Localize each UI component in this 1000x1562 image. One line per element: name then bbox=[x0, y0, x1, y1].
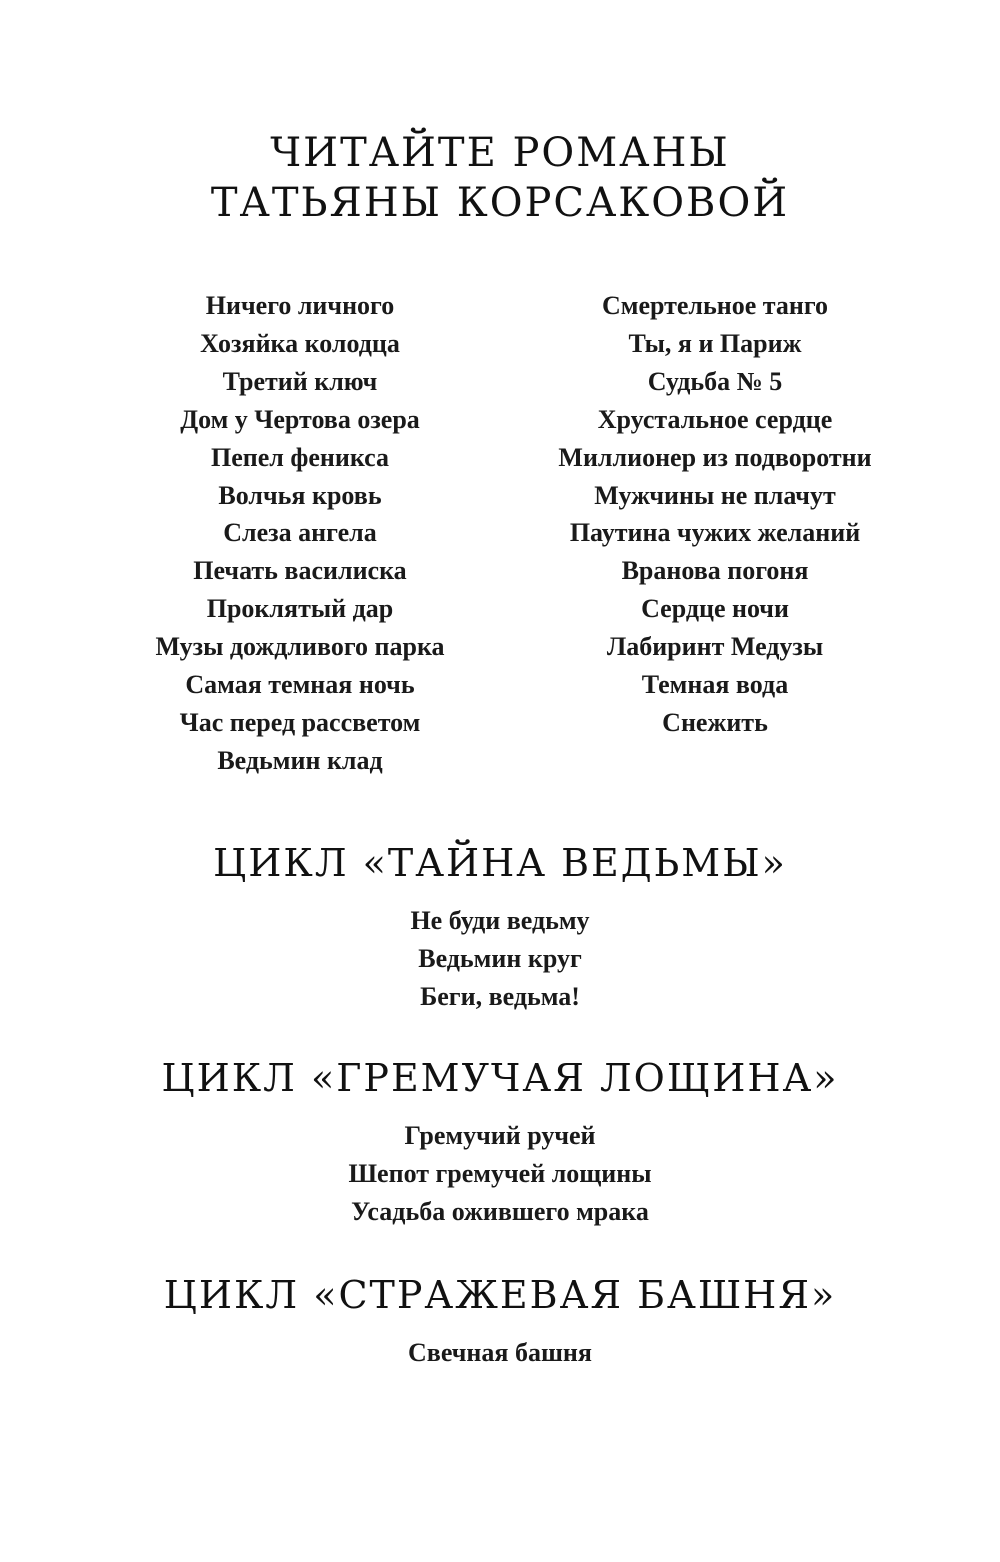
title-line-1: ЧИТАЙТЕ РОМАНЫ bbox=[270, 130, 730, 176]
book-title: Мужчины не плачут bbox=[594, 480, 836, 510]
book-title: Час перед рассветом bbox=[179, 707, 421, 737]
book-title: Смертельное танго bbox=[601, 291, 829, 320]
cycle-heading: ЦИКЛ «ГРЕМУЧАЯ ЛОЩИНА» bbox=[161, 1056, 839, 1100]
book-title: Свечная башня bbox=[408, 1338, 592, 1367]
cycle-watch-tower bbox=[0, 1272, 1000, 1372]
book-title: Вранова погоня bbox=[621, 556, 809, 586]
cycle-rattling-hollow bbox=[0, 1055, 1000, 1231]
book-title: Проклятый дар bbox=[206, 594, 394, 624]
cycle-heading: ЦИКЛ «ТАЙНА ВЕДЬМЫ» bbox=[213, 841, 787, 885]
cycle-book-list bbox=[0, 1334, 1000, 1372]
book-title: Ничего личного bbox=[205, 291, 395, 320]
book-title: Слеза ангела bbox=[223, 518, 377, 548]
book-title: Ведьмин круг bbox=[418, 943, 582, 973]
book-title: Шепот гремучей лощины bbox=[348, 1158, 652, 1188]
book-title: Сердце ночи bbox=[641, 594, 789, 624]
book-title: Снежить bbox=[662, 707, 768, 737]
cycle-book-list bbox=[0, 902, 1000, 1016]
book-title: Ведьмин клад bbox=[217, 745, 383, 775]
page-title bbox=[0, 128, 1000, 228]
book-title: Музы дождливого парка bbox=[155, 632, 445, 662]
book-title: Беги, ведьма! bbox=[420, 981, 580, 1011]
cycle-heading: ЦИКЛ «СТРАЖЕВАЯ БАШНЯ» bbox=[163, 1273, 837, 1317]
book-title: Печать василиска bbox=[193, 556, 407, 586]
book-title: Не буди ведьму bbox=[410, 906, 590, 935]
book-title: Пепел феникса bbox=[210, 442, 390, 472]
book-title: Самая темная ночь bbox=[185, 670, 415, 700]
book-title: Дом у Чертова озера bbox=[180, 404, 420, 434]
book-title: Ты, я и Париж bbox=[628, 328, 802, 358]
title-line-2: ТАТЬЯНЫ КОРСАКОВОЙ bbox=[210, 180, 790, 226]
book-title: Хозяйка колодца bbox=[200, 328, 400, 358]
right-book-column bbox=[520, 287, 910, 742]
book-title: Гремучий ручей bbox=[404, 1121, 596, 1150]
book-title: Паутина чужих желаний bbox=[569, 518, 861, 548]
book-title: Волчья кровь bbox=[218, 480, 382, 510]
book-title: Темная вода bbox=[641, 670, 789, 700]
book-title: Миллионер из подворотни bbox=[558, 442, 872, 472]
left-book-column bbox=[110, 287, 490, 780]
book-title: Лабиринт Медузы bbox=[606, 632, 824, 662]
cycle-book-list bbox=[0, 1117, 1000, 1231]
book-title: Судьба № 5 bbox=[647, 366, 783, 396]
book-title: Усадьба ожившего мрака bbox=[351, 1196, 649, 1226]
cycle-witch-secret bbox=[0, 840, 1000, 1016]
book-title: Хрустальное сердце bbox=[597, 404, 833, 434]
book-title: Третий ключ bbox=[222, 366, 378, 396]
